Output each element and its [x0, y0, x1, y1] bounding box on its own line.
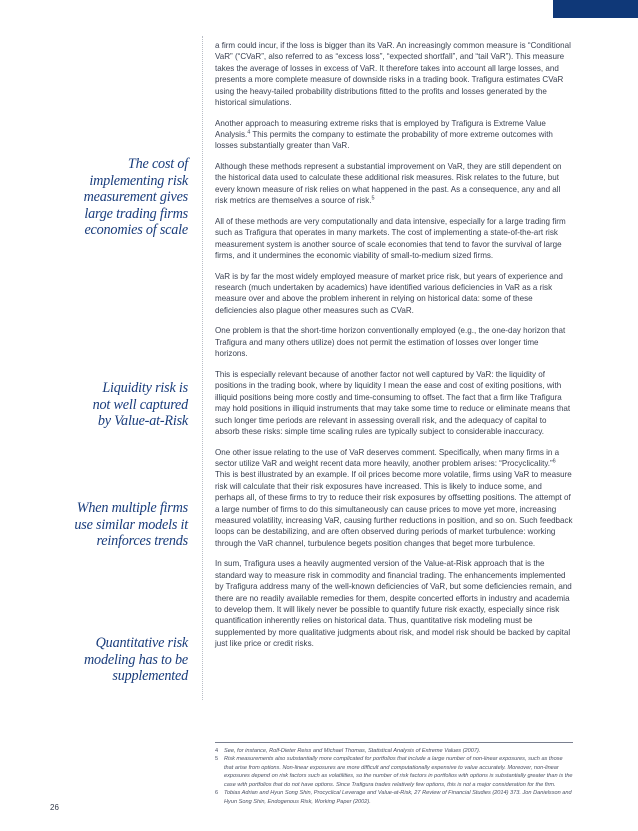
paragraph: One problem is that the short-time horizon conventionally employed (e.g., the one-day horizon that Trafigura and many others utilize) does not permit the estimation of losses over longer time horizons.: [215, 326, 566, 359]
pull-quote-cost: [84, 156, 188, 239]
pull-quote-line: When multiple firms: [76, 500, 188, 516]
footnotes: [215, 747, 573, 806]
paragraph: All of these methods are very computationally and data intensive, especially for a large trading firm such as Trafigura that operates in many markets. The cost of implementing a state-of-the-art risk measurement system is another source of scale economies that tend to favor the survival of large firms, and it undermines the economic viability of small-to-medium sized firms.: [215, 216, 566, 261]
paragraph: Another approach to measuring extreme risks that is employed by Trafigura is Extreme Value Analysis.$^4$ This permits the company to estimate the probability of more extreme outcomes with losses substantially greater than VaR.: [215, 118, 553, 151]
paragraph: VaR is by far the most widely employed measure of market price risk, but years of experience and research (much undertaken by academics) have identified various deficiencies in VaR as a risk measure over and above the problem inherent in relying on historical data: some of these deficiencies also plague other measures such as CVaR.: [215, 271, 563, 315]
pull-quote-line: reinforces trends: [96, 533, 188, 550]
pull-quote-line: Quantitative risk: [95, 635, 188, 651]
pull-quote-line: The cost of: [127, 156, 188, 172]
paragraph: This is especially relevant because of another factor not well captured by VaR: the liquidity of positions in the trading book, where by liquidity I mean the ease and cost of exiting positions, with illiquid positions being more costly and time-consuming to offset. The fact that a firm like Trafigura may hold positions in illiquid instruments that may take some time to reduce or eliminate means that such longer time periods are relevant in assessing overall risk, and the adequacy of capital to absorb these risks: simple time scaling rules are typically subject to considerable inaccuracy.: [215, 369, 571, 436]
pull-quote-line: measurement gives: [83, 189, 188, 206]
footnote: [215, 755, 573, 789]
footnote-ref: 6: [552, 458, 556, 465]
page-number: 26: [50, 803, 59, 812]
footnote-number: 6: [215, 790, 219, 797]
body-text: [215, 40, 573, 659]
footnote-number: 5: [215, 756, 219, 763]
pull-quote-line: not well captured: [92, 396, 188, 413]
paragraph: a firm could incur, if the loss is bigger than its VaR. An increasingly common measure is “Conditional VaR” (“CVaR”, also referred to as “excess loss”, “expected shortfall”, and “tail VaR”). This measure takes the average of losses in excess of VaR. It therefore takes into account all large losses, and presents a more complete measure of downside risks in a trading book. Trafigura estimates CVaR using the heavy-tailed probability distributions fitted to the profits and losses generated by the historical simulations.: [215, 41, 571, 108]
paragraph: In sum, Trafigura uses a heavily augmented version of the Value-at-Risk approach that is the standard way to measure risk in commodity and financial trading. The enhancements implemented by Trafigura address many of the well-known deficiencies of VaR, but some deficiencies remain, and there are no readily available remedies for them, despite concerted efforts in industry and academia to develop them. It will likely never be possible to quantify future risk exactly, especially since risk quantification inherently relies on historical data. Thus, quantitative risk modeling must be supplemented by more qualitative judgments about risk, and model risk should be backed by capital just like price or credit risks.: [215, 559, 572, 649]
pull-quote-line: economies of scale: [84, 222, 188, 239]
footnote-rule: [215, 742, 573, 743]
footnote-text: See, for instance, Rolf-Dieter Reiss and Michael Thomas, Statistical Analysis of Extreme Values (2007).: [224, 748, 481, 754]
column-divider: [202, 36, 203, 700]
pull-quote-line: supplemented: [112, 668, 188, 685]
paragraph: One other issue relating to the use of VaR deserves comment. Specifically, when many firms in a sector utilize VaR and weight recent data more heavily, another problem arises: “Procyclicality.”$^6$ This is best illustrated by an example. If oil prices become more volatile, firms using VaR to measure risk will calculate that their risk exposures have increased. This is likely to induce some, and perhaps all, of these firms to try to reduce their risk exposures by offsetting positions. The attempt of a large number of firms to do this simultaneously can cause prices to move yet more, increasing measured volatility, increasing VaR, causing further reductions in position, and so on. Such feedback loops can be destabilizing, and are often observed during periods of market turbulence: working through the VaR channel, turbulence begets position changes that beget more turbulence.: [215, 447, 573, 548]
pull-quote-supplemented: [84, 635, 188, 685]
pull-quote-line: use similar models it: [74, 516, 188, 533]
pull-quote-line: by Value-at-Risk: [97, 413, 188, 430]
paragraph: Although these methods represent a substantial improvement on VaR, they are still dependent on the historical data used to calculate these additional risk measures. Risk relates to the future, but every known measure of risk relies on what happened in the past. As a consequence, any and all risk metrics are themselves a source of risk.$^5$: [215, 162, 562, 206]
footnote-number: 4: [215, 748, 219, 754]
pull-quote-line: implementing risk: [89, 172, 188, 189]
footnote: [215, 747, 573, 755]
footnote-text: Tobias Adrian and Hyun Song Shin, Procyclical Leverage and Value-at-Risk, 27 Review of Financial Studies (2014) 373. Jon Danielsson and Hyun Song Shin, Endogenous Risk, Working Paper (2002).: [224, 790, 572, 805]
pull-quote-line: Liquidity risk is: [102, 380, 188, 396]
footnote-ref: 4: [247, 129, 251, 136]
footnote: [215, 789, 573, 806]
pull-quote-line: large trading firms: [84, 205, 188, 222]
footnote-text: Risk measurements also substantially more complicated for portfolios that include a large number of non-linear exposures, such as those that arise from options. Non-linear exposures are more difficult and computationally expensive to value accurately. Moreover, non-linear exposures depend on risk factors such as volatilities, so the number of risk factors in portfolios with options is substantially greater than is the case with portfolios that do not have options. Since Trafigura trades relatively few options, this is not a major consideration for the firm.: [224, 756, 573, 788]
pull-quote-procyclicality: [74, 500, 188, 550]
pull-quote-line: modeling has to be: [84, 651, 188, 668]
pull-quote-liquidity: [93, 380, 188, 430]
header-accent-bar: [553, 0, 638, 18]
footnote-ref: 5: [371, 195, 375, 202]
